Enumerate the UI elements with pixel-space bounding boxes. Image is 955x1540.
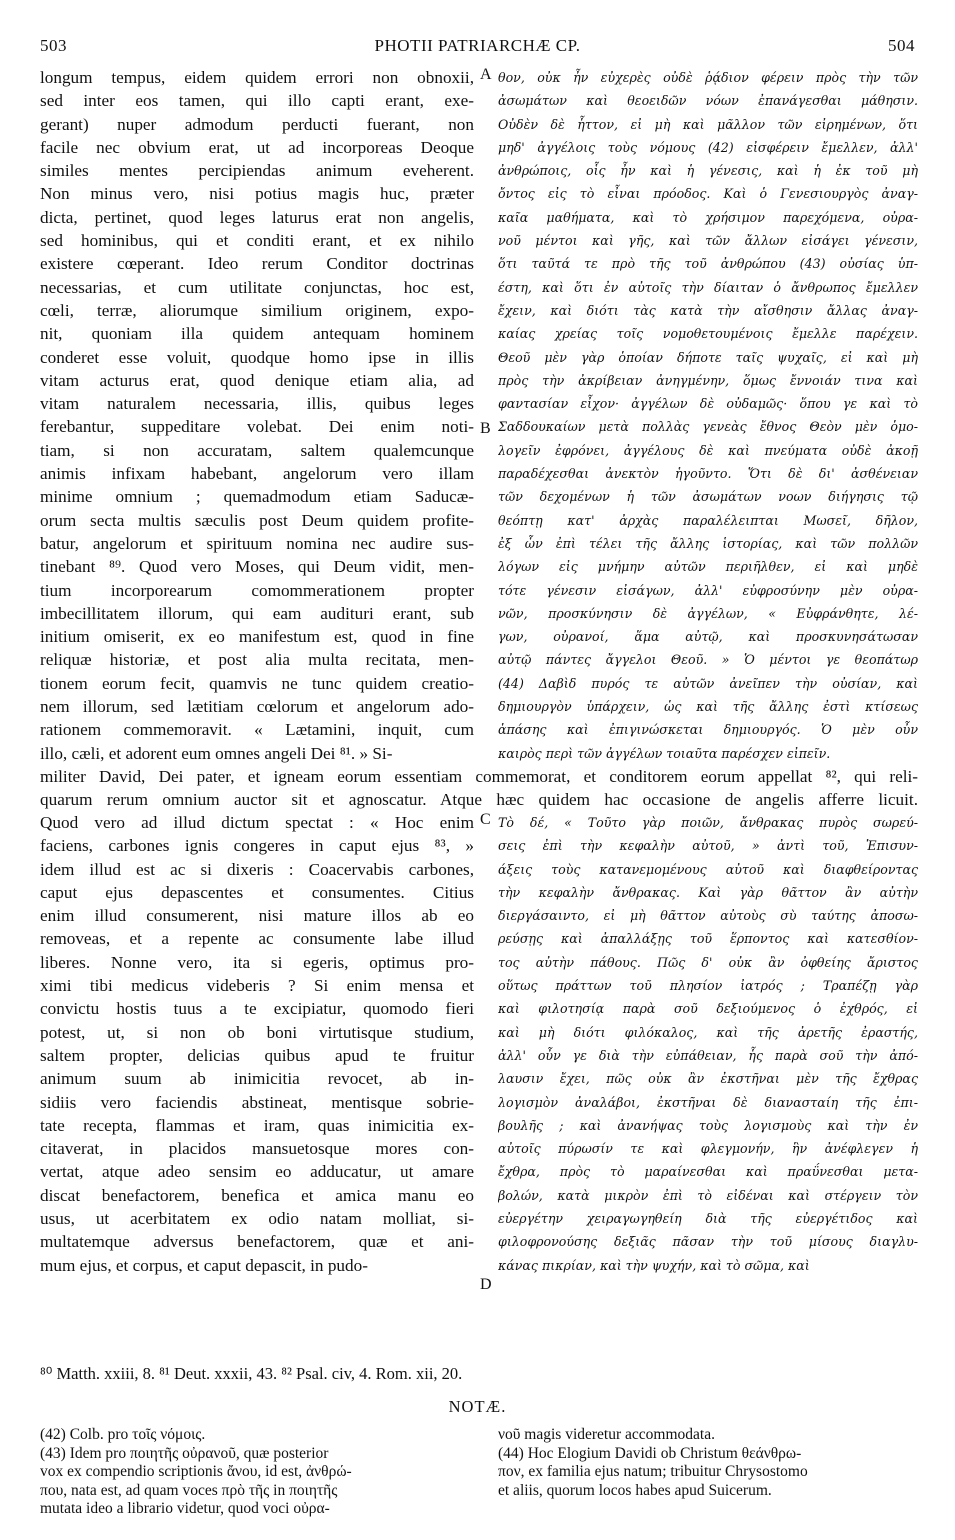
left-page-number: 503: [40, 36, 67, 55]
greek-line: τος αὐτὴν πάθους. Πῶς δ' οὐκ ἂν ὀφθείης ἄριστος: [498, 954, 918, 970]
latin-line: reliquæ historiæ, et post alia multa recitata, men-: [40, 650, 474, 670]
greek-line: πρὸς τὴν ἀκρίβειαν ἀνηγμένην, ὅμως ἔννοιάν τινα καὶ: [498, 372, 918, 388]
latin-line: sidiis vero faciendis abstineat, mentisque sobrie-: [40, 1092, 474, 1112]
latin-line: initium omiserit, ex eo manifestum est, quod in fine: [40, 627, 474, 647]
page-header: [40, 36, 915, 62]
latin-line: necessarias, et cum utilitate conjunctas, hoc est,: [40, 277, 474, 297]
greek-line: Τὸ δέ, « Τοῦτο γὰρ ποιῶν, ἄνθρακας πυρὸς σωρεύ-: [498, 815, 918, 830]
greek-line: καὶ φιλοτησίᾳ παρὰ σοῦ δεξιούμενος ὁ ἐχθρός, εἰ: [498, 1001, 918, 1017]
greek-line: εὐεργέτην χειραγωγηθείη διὰ τῆς εὐεργέτιδος καὶ: [498, 1211, 918, 1227]
greek-line: οὕτως πράττων τοῦ πλησίον ἰατρός ; Τραπέζῃ γὰρ: [498, 978, 918, 994]
notes-heading: NOTÆ.: [448, 1397, 507, 1416]
note-line: (44) Hoc Elogium Davidi ob Christum θεάνθρω-: [498, 1444, 802, 1462]
note-line: (42) Colb. pro τοῖς νόμοις.: [40, 1426, 206, 1443]
scripture-references: ⁸⁰ Matth. xxiii, 8. ⁸¹ Deut. xxxii, 43. ⁸² Psal. civ, 4. Rom. xii, 20.: [40, 1364, 463, 1383]
greek-line: παραδέχεσθαι ἀνεκτὸν ἡγοῦντο. Ὅτι δὲ δι' ἀσθένειαν: [498, 466, 918, 482]
latin-line: caput ejus depascentes et consumentes. Citius: [40, 882, 474, 902]
greek-line: καιρὸς περὶ τῶν ἀγγέλων τοιαῦτα παρέσχεν εἰπεῖν.: [498, 745, 831, 761]
notes-left-column: [40, 1426, 470, 1519]
full-width-lines: [40, 765, 918, 812]
latin-line: conderet esse voluit, quodque homo ipse in illis: [40, 347, 474, 367]
greek-line: ἔχειν, καὶ διότι τὰς κατὰ τὴν αἴσθησιν ἄλλας ἀναγ-: [498, 302, 918, 318]
greek-line: Θεοῦ μὲν γὰρ ὁποίαν δήποτε ταῖς ψυχαῖς, εἰ καὶ μὴ: [498, 349, 918, 365]
note-line: vox ex compendio scriptionis ἄνου, id est, ἀνθρώ-: [40, 1463, 352, 1481]
latin-line: saltem propter, delicias quibus apud te fruitur: [40, 1045, 474, 1065]
greek-line: φαντασίαν εἶχον· ἀγγέλων δὲ οὐδαμῶς· ὅπου γε καὶ τὸ: [498, 396, 918, 412]
note-line: νοῦ magis videretur accommodata.: [498, 1426, 715, 1443]
greek-line: δημιουργὸν ὑπάρχειν, ὡς καὶ τῆς ἄλλης ἐστὶ κτίσεως: [498, 699, 918, 715]
latin-line: gerant) nuper admodum perducti fuerant, non: [40, 114, 474, 134]
greek-line: φιλοφρονούσης δεξιᾶς πᾶσαν τὴν τοῦ μίσους διαγλυ-: [498, 1234, 918, 1250]
latin-column-top: [40, 66, 474, 765]
greek-line: λογεῖν ἐφρόνει, ἀγγέλους δὲ καὶ πνεύματα οὐδὲ ἀκοῇ: [498, 442, 918, 458]
greek-line: γων, οὐρανοί, ἅμα αὐτῷ, καὶ προσκυνησάτωσαν: [498, 629, 918, 645]
greek-line: (44) Δαβὶδ πυρός τε αὐτῶν ἀνεῖπεν τὴν οὐσίαν, καὶ: [498, 675, 918, 691]
latin-line: existere cœperant. Ideo rerum Conditor doctrinas: [40, 254, 474, 274]
latin-line: potest, ut, si non ob boni virtutisque studium,: [40, 1022, 474, 1042]
greek-column-bottom: [498, 811, 918, 1277]
latin-line: vertat, atque adeo sensim eo adducatur, ut amare: [40, 1162, 474, 1182]
greek-line: θεόπτῃ κατ' ἀρχὰς παραλέλειπται Μωσεῖ, δῆλον,: [498, 512, 918, 528]
greek-line: μηδ' ἀγγέλοις τοὺς νόμους (42) εἰσφέρειν ἔμελλεν, ἀλλ': [498, 139, 918, 155]
greek-line: διεργάσαιντο, εἰ μὴ θᾶττον αὐτοὺς σὺ ταύτης ἀποσω-: [498, 908, 918, 924]
notes-right-column: [498, 1426, 918, 1500]
greek-line: άξεις τοὺς κατανεμομένους αὐτοῦ καὶ διαφθείροντας: [498, 861, 918, 877]
greek-line: νῶν, προσκύνησιν δὲ ἀγγέλων, « Εὐφράνθητε, λέ-: [498, 605, 918, 621]
running-title: PHOTII PATRIARCHÆ CP.: [374, 36, 581, 55]
latin-line: ximi tibi medicus videberis ? Si enim mensa et: [40, 976, 474, 996]
greek-line: καίας χρείας τοῖς νομοθετουμένοις ἔμελλε παρέχειν.: [498, 326, 918, 342]
note-line: et aliis, quorum locos habes apud Suicerum.: [498, 1481, 772, 1499]
full-width-line: quarum rerum omnium auctor sit et agnoscatur. Atque hæc quidem hac occasione de angelis afferre licuit.: [40, 790, 918, 810]
greek-line: ρεύσῃς καὶ ἀπαλλάξῃς τοῦ ἕρποντος καὶ κατεσθίον-: [498, 931, 918, 947]
latin-line: longum tempus, eidem quidem errori non obnoxii,: [40, 68, 474, 87]
greek-line: ἐξ ὧν ἐπὶ τέλει τῆς ἄλλης ἱστορίας, καὶ τῶν πολλῶν: [498, 535, 918, 551]
section-marker-c: C: [480, 811, 491, 828]
latin-line: convictu hostis tuus a te excipiatur, quomodo fieri: [40, 999, 474, 1019]
right-page-number: 504: [888, 36, 915, 55]
latin-line: tiam, si non accuratam, saltem qualemcunque: [40, 440, 474, 460]
latin-line: usus, ut acerbitatem ex odio natam molliat, si-: [40, 1209, 474, 1229]
latin-line: vitam acturus erat, quod denique etiam alia, ad: [40, 370, 474, 390]
greek-line: σεις ἐπὶ τὴν κεφαλὴν αὐτοῦ, » ἀντὶ τοῦ, Ἐπισυν-: [498, 838, 918, 854]
greek-line: αὐτῷ πάντες ἄγγελοι Θεοῦ. » Ὁ μέντοι γε θεοπάτωρ: [498, 652, 918, 668]
section-marker-d: D: [480, 1276, 492, 1293]
greek-line: αὐτοῖς πύρωσίν τε καὶ φλεγμονήν, ἣν ἀνέφλεγεν ἡ: [498, 1141, 918, 1157]
latin-line: tionem eorum fecit, quamvis ne tunc quidem creatio-: [40, 673, 474, 693]
latin-line: discat benefactorem, benefica et amica manu eo: [40, 1185, 474, 1205]
latin-line: animis infixam habebant, angelorum vero illam: [40, 464, 474, 484]
greek-line: τῶν δεχομένων ἡ τῶν ἀσωμάτων νοων διήγησις τῷ: [498, 489, 918, 505]
latin-line: mum ejus, et corpus, et caput depascit, in pudo-: [40, 1255, 368, 1275]
greek-line: ὄντος εἰς τὸ εἶναι πρόοδος. Καὶ ὁ Γενεσιουργὸς ἀναγ-: [498, 186, 918, 202]
greek-line: ἀσωμάτων καὶ θεοειδῶν νόων ἐπανάγεσθαι μάθησιν.: [498, 93, 918, 109]
latin-line: sed hominibus, qui et conditi erant, et ex nihilo: [40, 231, 474, 251]
latin-line: orum secta multis sæculis post Deum quidem profite-: [40, 510, 474, 530]
greek-line: καῖα μαθήματα, καὶ τὸ χρήσιμον παρεχόμενα, οὐρα-: [498, 209, 918, 225]
latin-line: enim illud consumerent, nisi mature illos ab eo: [40, 906, 474, 926]
latin-line: tate recepta, flammas et iram, quas inimicitia ex-: [40, 1115, 474, 1135]
latin-line: batur, angelorum et spirituum nomina nec audire sus-: [40, 533, 474, 553]
greek-line: κάνας πικρίαν, καὶ τὴν ψυχήν, καὶ τὸ σῶμα, καὶ: [498, 1257, 810, 1273]
greek-line: τότε γένεσιν εἰσάγων, ἀλλ' εὐφροσύνην μὲν οὐρα-: [498, 582, 918, 598]
greek-line: καὶ μὴ διότι φιλόκαλος, καὶ τῆς ἀρετῆς ἐραστής,: [498, 1024, 918, 1040]
greek-line: ἀλλ' οὖν γε διὰ τὴν εὐπάθειαν, ἧς παρὰ σοῦ τὴν ἀπό-: [498, 1047, 918, 1063]
latin-line: tinebant ⁸⁹. Quod vero Moses, qui Deum vidit, men-: [40, 557, 474, 577]
latin-line: ferebantur, suppeditare volebat. Dei enim noti-: [40, 417, 474, 437]
greek-line: ὅτι ταῦτά τε πρὸ τῆς τοῦ ἀνθρώπου (43) οὐσίας ὑπ-: [498, 256, 918, 272]
latin-line: facile nec obvium erat, ut ad incorporeas Deoque: [40, 137, 474, 157]
greek-line: λόγων εἰς μνήμην αὐτῶν περιῆλθεν, εἰ καὶ μηδὲ: [498, 559, 918, 575]
note-line: που, nata est, ad quam voces πρὸ τῆς in ποιητῆς: [40, 1481, 338, 1499]
greek-line: ἁπάσης καὶ ἐπιγινώσκεται δημιουργός. Ὁ μὲν οὖν: [498, 722, 918, 738]
latin-line: tium incorporearum comommerationem propter: [40, 580, 474, 600]
greek-line: λογισμὸν ἀναλάβοι, ἐκστῆναι δὲ διανασταίη τῆς ἐπι-: [498, 1094, 918, 1110]
greek-line: βουλῆς ; καὶ ἀνανήψας τοὺς λογισμοὺς καὶ τὴν ἐν: [498, 1117, 918, 1133]
latin-line: faciens, carbones ignis congeres in caput ejus ⁸³, »: [40, 836, 474, 856]
latin-line: dicta, pertinet, quod leges laturus erat non angelis,: [40, 207, 474, 227]
greek-line: βολών, κατὰ μικρὸν ἐπὶ τὸ εἰδέναι καὶ στέργειν τὸν: [498, 1187, 918, 1203]
latin-line: rationem commemoravit. « Lætamini, inquit, cum: [40, 720, 474, 740]
latin-line: multatemque adversus benefactorem, quæ et ani-: [40, 1232, 474, 1252]
latin-line: sed inter eos tamen, qui illo capti erant, exe-: [40, 91, 474, 111]
section-marker-b: B: [480, 420, 491, 437]
latin-line: nit, quoniam illa quidem antequam hominem: [40, 324, 474, 344]
latin-line: animum suum ab inimicitia revocet, ab in-: [40, 1069, 474, 1089]
greek-column-top: [498, 66, 918, 765]
latin-line: removeas, et a repente ac consumente labe illud: [40, 929, 474, 949]
greek-line: λαυσιν ἔχει, πῶς οὐκ ἂν ἐκστῆναι μὲν τῆς ἔχθρας: [498, 1071, 918, 1087]
note-line: mutata ideo a librario videtur, quod voci οὐρα-: [40, 1500, 330, 1518]
latin-line: similes mentes percipiendas animum eveherent.: [40, 161, 474, 181]
latin-line: minime omnium ; quemadmodum etiam Saducæ-: [40, 487, 474, 507]
latin-line: liberes. Nonne vero, ita si egeris, optimus pro-: [40, 952, 474, 972]
latin-line: imbecillitatem illorum, qui eam audituri erant, sub: [40, 603, 474, 623]
greek-line: Οὐδὲν δὲ ἧττον, εἰ μὴ καὶ μᾶλλον τῶν εἰρημένων, ὅτι: [498, 116, 918, 132]
note-line: πον, ex familia ejus natum; tribuitur Chrysostomo: [498, 1463, 808, 1481]
latin-line: vitam naturalem necessaria, illis, quibus leges: [40, 394, 474, 414]
latin-line: nem illorum, sed lætitiam cœlorum et angelorum ado-: [40, 697, 474, 717]
greek-line: Σαδδουκαίων μετὰ πολλὰς γενεὰς ἔθνος Θεὸν μὲν ὁμο-: [498, 419, 918, 435]
latin-column-bottom: [40, 811, 474, 1277]
section-marker-a: A: [480, 66, 492, 83]
greek-line: νοῦ μέντοι καὶ γῆς, καὶ τῶν ἄλλων εἰσάγει γένεσιν,: [498, 233, 918, 249]
latin-line: cœli, terræ, aliorumque similium originem, expo-: [40, 300, 474, 320]
greek-line: έστη, καὶ ὅτι ἐν αὐτοῖς τὴν δίαιταν ὁ ἄνθρωπος ἔμελλεν: [498, 279, 918, 295]
latin-line: illo, cæli, et adorent eum omnes angeli Dei ⁸¹. » Si-: [40, 743, 393, 763]
full-width-line: militer David, Dei pater, et igneam eorum essentiam commemorat, et conditorem eorum appellat ⁸², qui reli-: [40, 767, 918, 786]
greek-line: θον, οὐκ ἦν εὐχερὲς οὐδὲ ῥᾴδιον φέρειν πρὸς τὴν τῶν: [498, 70, 918, 85]
greek-line: ἀνθρώποις, οἷς ἦν καὶ ἡ γένεσις, καὶ ἡ ἐκ τοῦ μὴ: [498, 163, 918, 179]
latin-line: Non minus vero, nisi potius magis huc, præter: [40, 184, 474, 204]
greek-line: ἔχθρα, πρὸς τὸ μαραίνεσθαι καὶ πραΰνεσθαι μετα-: [498, 1164, 918, 1180]
latin-line: citaverat, in placidos mansuetosque mores con-: [40, 1139, 474, 1159]
greek-line: τὴν κεφαλὴν ἄνθρακας. Καὶ γὰρ θᾶττον ἂν αὐτὴν: [498, 884, 918, 900]
latin-line: idem illud est ac si dixeris : Coacervabis carbones,: [40, 859, 474, 879]
latin-line: Quod vero ad illud dictum spectat : « Hoc enim: [40, 813, 474, 832]
note-line: (43) Idem pro ποιητῆς οὐρανοῦ, quæ posterior: [40, 1444, 329, 1462]
